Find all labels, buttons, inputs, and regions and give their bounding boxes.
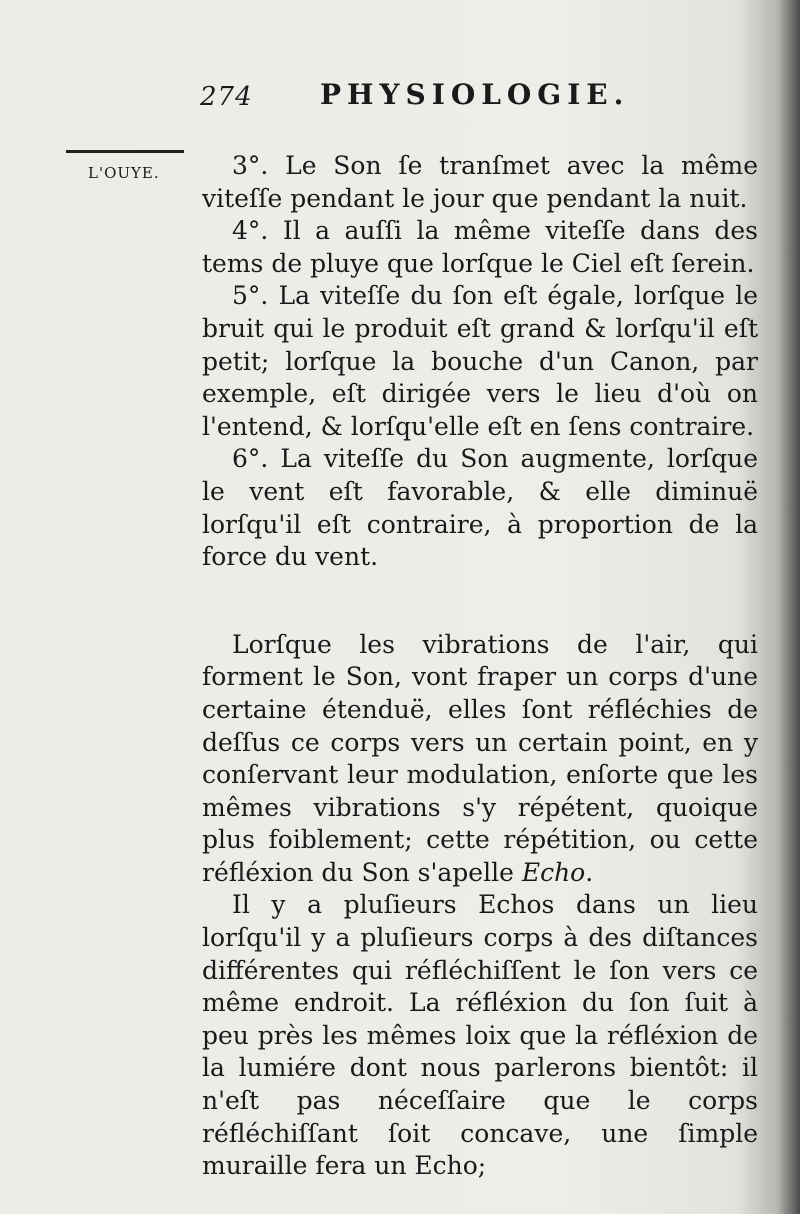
page-number: 274 bbox=[200, 82, 253, 112]
paragraph-3: 3°. Le Son ſe tranſmet avec la même viteſſe pendant le jour que pendant la nuit. bbox=[202, 151, 758, 213]
body-text bbox=[202, 150, 758, 1183]
section-break bbox=[202, 574, 758, 629]
paragraph-6: 6°. La viteſſe du Son augmente, lorſque le vent eſt favorable, & elle diminuë lorſqu'il eſt contraire, à proportion de la force du vent. bbox=[202, 444, 758, 572]
echo-definition-text: Lorſque les vibrations de l'air, qui forment le Son, vont fraper un corps d'une certaine étenduë, elles ſont réfléchies de deſſus ce corps vers un certain point, en y conſervant leur modulation, enſorte que les mêmes vibrations s'y répétent, quoique plus foiblement; cette répétition, ou cette réfléxion du Son s'apelle bbox=[202, 629, 758, 887]
echo-term: Echo bbox=[521, 857, 586, 887]
paragraph-multiple-echos: Il y a pluſieurs Echos dans un lieu lorſqu'il y a pluſieurs corps à des diſtances différentes qui réfléchiſſent le ſon vers ce même endroit. La réfléxion du ſon ſuit à peu près les mêmes loix que la réfléxion de la lumiére dont nous parlerons bientôt: il n'eſt pas néceſſaire que le corps réfléchiſſant ſoit concave, une ſimple muraille fera un Echo; bbox=[202, 890, 758, 1181]
margin-note: L'OUYE. bbox=[88, 164, 160, 182]
page-header bbox=[200, 74, 760, 114]
paragraph-5: 5°. La viteſſe du ſon eſt égale, lorſque le bruit qui le produit eſt grand & lorſqu'il eſt petit; lorſque la bouche d'un Canon, par exemple, eſt dirigée vers le lieu d'où on l'entend, & lorſqu'elle eſt en ſens contraire. bbox=[202, 281, 758, 441]
echo-definition-end: . bbox=[585, 857, 594, 887]
running-title: PHYSIOLOGIE. bbox=[320, 78, 630, 111]
margin-rule bbox=[66, 150, 184, 153]
page-gutter-shadow bbox=[778, 0, 800, 1214]
paragraph-4: 4°. Il a auſſi la même viteſſe dans des tems de pluye que lorſque le Ciel eſt ſerein. bbox=[202, 216, 758, 278]
paragraph-echo-definition bbox=[202, 629, 758, 890]
